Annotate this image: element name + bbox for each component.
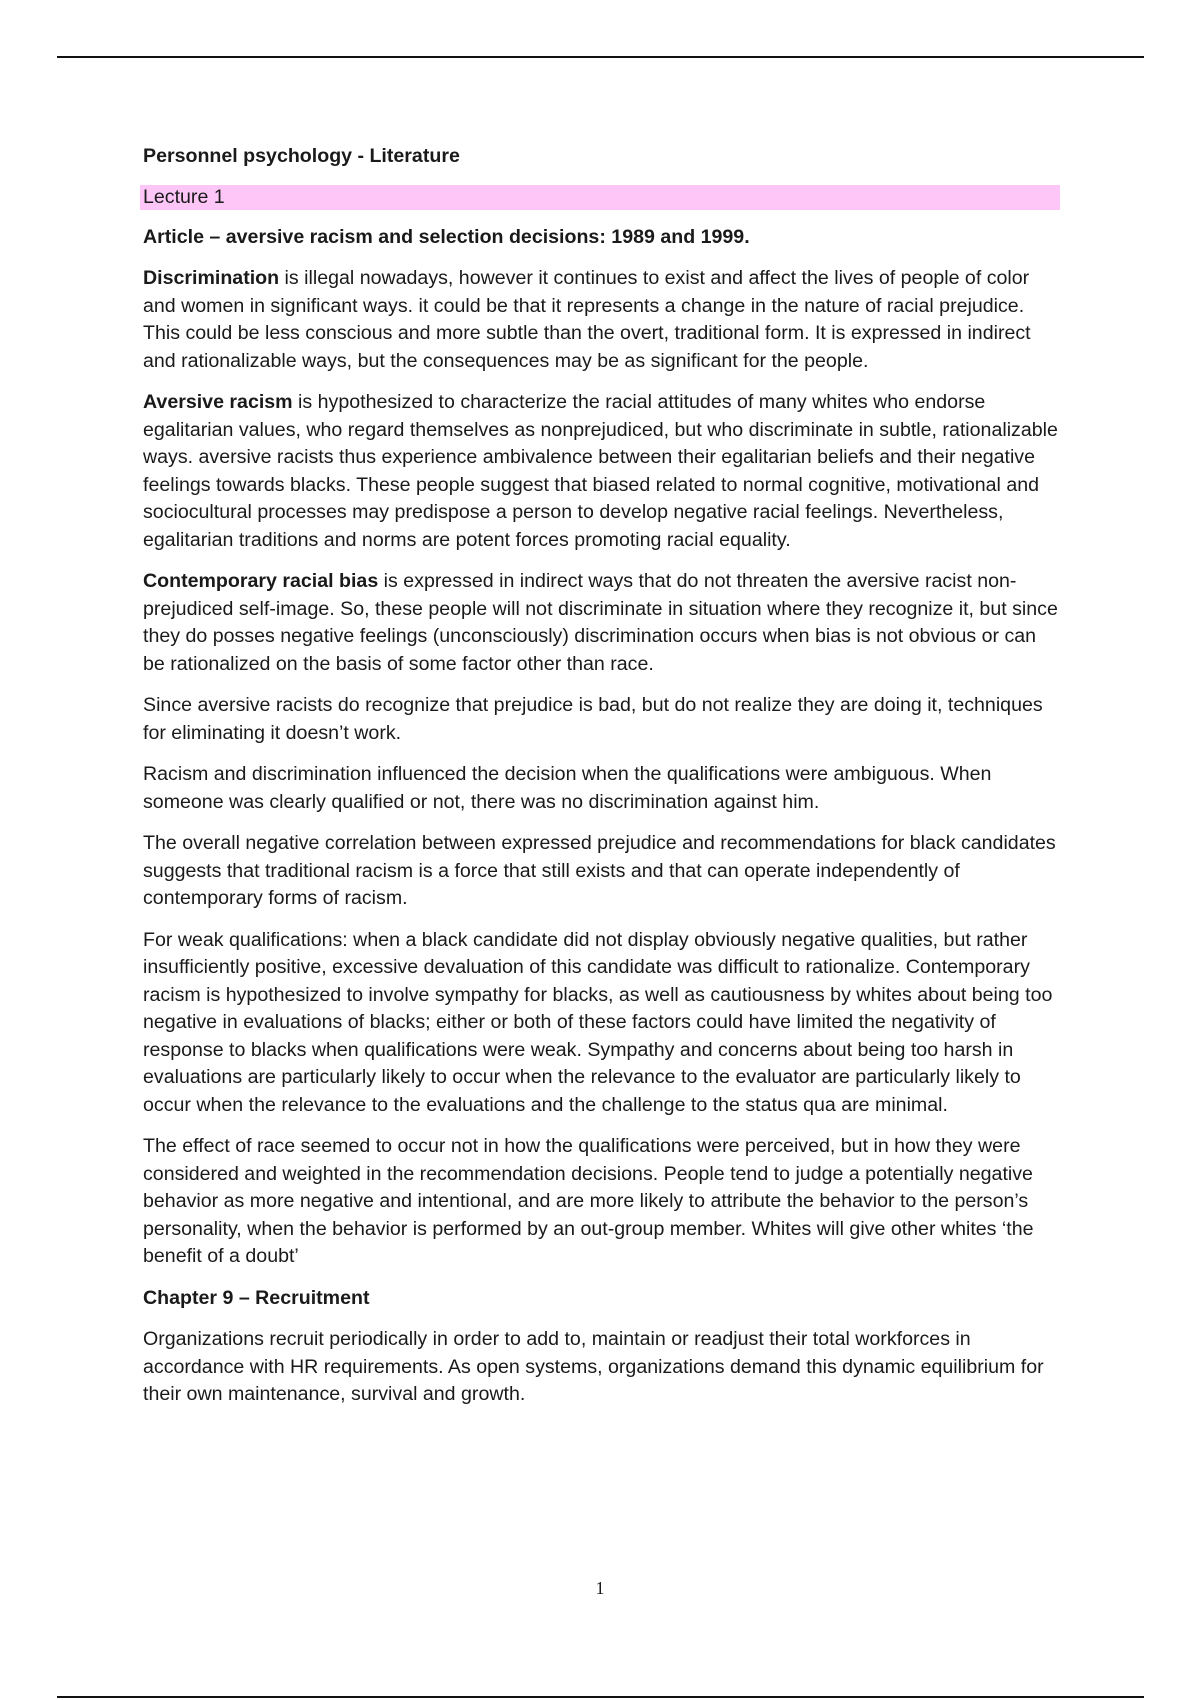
document-body bbox=[143, 143, 1063, 1423]
paragraph: The effect of race seemed to occur not in how the qualifications were perceived, but in how they were considered and weighted in the recommendation decisions. People tend to judge a potentially negative behavior as more negative and intentional, and are more likely to attribute the behavior to the person’s personality, when the behavior is performed by an out-group member. Whites will give other whites ‘the benefit of a doubt’ bbox=[143, 1135, 1034, 1267]
footer-rule bbox=[57, 1696, 1144, 1698]
document-title: Personnel psychology - Literature bbox=[143, 145, 460, 167]
paragraph-text: is illegal nowadays, however it continues to exist and affect the lives of people of color and women in significant ways. it could be that it represents a change in the nature of racial prejudice. This could be less conscious and more subtle than the overt, traditional form. It is expressed in indirect and rationalizable ways, but the consequences may be as significant for the people. bbox=[143, 267, 1031, 372]
paragraph: For weak qualifications: when a black candidate did not display obviously negative qualities, but rather insufficiently positive, excessive devaluation of this candidate was difficult to rationalize. Contemporary racism is hypothesized to involve sympathy for blacks, as well as cautiousness by whites about being too negative in evaluations of blacks; either or both of these factors could have limited the negativity of response to blacks when qualifications were weak. Sympathy and concerns about being too harsh in evaluations are particularly likely to occur when the relevance to the evaluator are particularly likely to occur when the relevance to the evaluations and the challenge to the status qua are minimal. bbox=[143, 928, 1053, 1116]
paragraph-aversive-racism bbox=[143, 389, 1063, 554]
paragraph-text: is expressed in indirect ways that do not threaten the aversive racist non-prejudiced self-image. So, these people will not discriminate in situation where they recognize it, but since they do posses negative feelings (unconsciously) discrimination occurs when bias is not obvious or can be rationalized on the basis of some factor other than race. bbox=[143, 570, 1058, 675]
lecture-label: Lecture 1 bbox=[140, 185, 1060, 210]
term-aversive-racism: Aversive racism bbox=[143, 391, 293, 413]
chapter-heading: Chapter 9 – Recruitment bbox=[143, 1286, 370, 1309]
paragraph: Since aversive racists do recognize that prejudice is bad, but do not realize they are doing it, techniques for eliminating it doesn’t work. bbox=[143, 694, 1043, 744]
article-heading: Article – aversive racism and selection decisions: 1989 and 1999. bbox=[143, 225, 750, 248]
paragraph-discrimination bbox=[143, 265, 1063, 375]
paragraph-contemporary-bias bbox=[143, 568, 1063, 678]
chapter-paragraph: Organizations recruit periodically in order to add to, maintain or readjust their total workforces in accordance with HR requirements. As open systems, organizations demand this dynamic equilibrium for their own maintenance, survival and growth. bbox=[143, 1328, 1044, 1405]
page-number: 1 bbox=[595, 1578, 605, 1598]
paragraph: The overall negative correlation between expressed prejudice and recommendations for black candidates suggests that traditional racism is a force that still exists and that can operate independently of contemporary forms of racism. bbox=[143, 832, 1056, 909]
header-rule bbox=[57, 56, 1144, 58]
term-contemporary-racial-bias: Contemporary racial bias bbox=[143, 570, 379, 592]
term-discrimination: Discrimination bbox=[143, 267, 280, 289]
paragraph: Racism and discrimination influenced the decision when the qualifications were ambiguous. When someone was clearly qualified or not, there was no discrimination against him. bbox=[143, 763, 992, 813]
paragraph-text: is hypothesized to characterize the racial attitudes of many whites who endorse egalitarian values, who regard themselves as nonprejudiced, but who discriminate in subtle, rationalizable ways. aversive racists thus experience ambivalence between their egalitarian beliefs and their negative feelings towards blacks. These people suggest that biased related to normal cognitive, motivational and sociocultural processes may predispose a person to develop negative racial feelings. Nevertheless, egalitarian traditions and norms are potent forces promoting racial equality. bbox=[143, 391, 1058, 551]
